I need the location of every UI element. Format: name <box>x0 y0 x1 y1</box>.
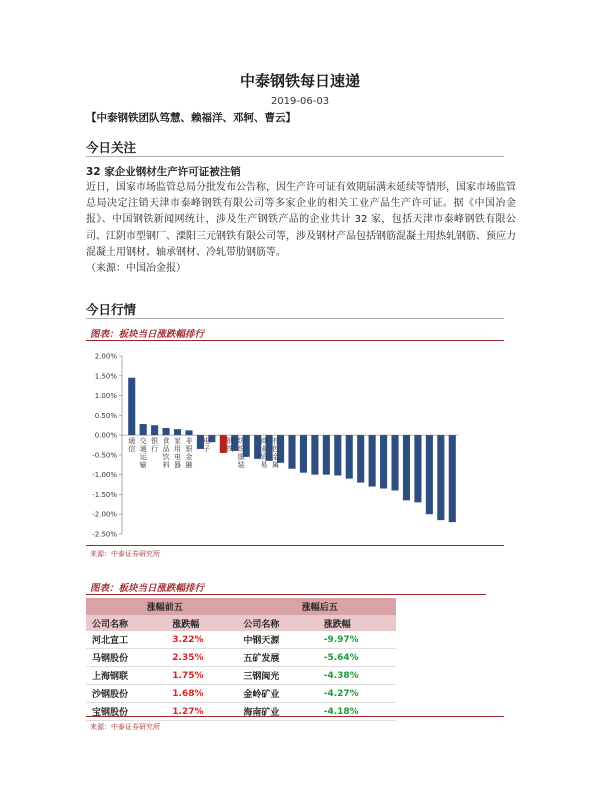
x-tick-label: 商 <box>260 437 268 446</box>
x-tick-label: 非 <box>185 437 193 446</box>
bar <box>346 435 353 479</box>
y-tick-label: -1.50% <box>92 490 117 499</box>
up-company: 河北宣工 <box>86 631 166 649</box>
y-tick-label: -2.00% <box>92 510 117 519</box>
news-body: 近日，国家市场监管总局分批发布公告称，因生产许可证有效期届满未延续等情形，国家市场监管总局决定注销天津市泰峰钢铁有限公司等多家企业的相关工业产品生产许可证。据《中国冶金报》、中国钢铁新闻网统计，涉及生产钢铁产品的企业共计 32 家，包括天津市泰峰钢铁有限公司、江阴市型钢厂、溧阳三元钢铁有限公司等，涉及钢材产品包括钢筋混凝土用热轧钢筋、预应力混凝土用钢材、轴承钢材、冷轧带肋钢筋等。 <box>86 182 516 258</box>
col-company-header: 公司名称 <box>237 615 317 631</box>
down-company: 中钢天源 <box>237 631 317 649</box>
table-row <box>86 667 396 685</box>
x-tick-label: 织 <box>237 445 245 454</box>
figure2-caption: 图表：板块当日涨跌幅排行 <box>90 583 205 594</box>
down-change: -4.27% <box>318 685 396 703</box>
down-company: 海南矿业 <box>237 703 317 721</box>
col-change-header: 涨跌幅 <box>318 615 396 631</box>
x-tick-label: 子 <box>203 445 211 454</box>
section-market-heading: 今日行情 <box>86 302 137 317</box>
authors-line: 【中泰钢铁团队笃慧、赖福洋、邓轲、曹云】 <box>86 112 296 124</box>
x-tick-label: 料 <box>162 461 170 470</box>
section-divider <box>86 156 504 157</box>
x-tick-label: 品 <box>162 445 170 454</box>
up-company: 沙钢股份 <box>86 685 166 703</box>
up-change: 2.35% <box>166 649 237 667</box>
x-tick-label: 信 <box>128 445 136 454</box>
x-tick-label: 电 <box>203 437 211 446</box>
bar <box>369 435 376 486</box>
down-change: -4.18% <box>318 703 396 721</box>
up-change: 1.68% <box>166 685 237 703</box>
bar <box>174 429 181 435</box>
x-tick-label: 业 <box>260 445 268 454</box>
up-change: 1.27% <box>166 703 237 721</box>
up-company: 上海钢联 <box>86 667 166 685</box>
figure2-bottom-rule <box>86 716 504 717</box>
x-tick-label: 有 <box>271 437 279 446</box>
down-company: 金岭矿业 <box>237 685 317 703</box>
up-change: 3.22% <box>166 631 237 649</box>
x-tick-label: 银 <box>185 445 193 454</box>
rank-table <box>86 598 396 721</box>
bar <box>140 424 147 435</box>
x-tick-label: 用 <box>174 445 182 454</box>
bar <box>323 435 330 475</box>
x-tick-label: 通 <box>128 437 136 446</box>
bar <box>414 435 421 502</box>
report-title: 中泰钢铁每日速递 <box>239 72 360 90</box>
section-divider <box>86 318 504 319</box>
bar <box>300 435 307 473</box>
bar <box>357 435 364 482</box>
x-tick-label: 家 <box>174 437 182 446</box>
bar <box>151 425 158 435</box>
down-change: -5.64% <box>318 649 396 667</box>
x-tick-label: 运 <box>139 453 147 462</box>
bar <box>163 428 170 435</box>
x-tick-label: 装 <box>237 461 245 470</box>
figure1-source: 来源：中泰证券研究所 <box>90 550 160 558</box>
x-tick-label: 金 <box>185 453 193 462</box>
table-row <box>86 631 396 649</box>
x-tick-label: 电 <box>174 453 182 462</box>
x-tick-label: 贸 <box>260 453 268 462</box>
bar <box>426 435 433 514</box>
figure1-bottom-rule <box>86 545 504 546</box>
table-row <box>86 703 396 721</box>
x-tick-label: 行 <box>151 445 159 454</box>
bar <box>391 435 398 490</box>
report-date: 2019-06-03 <box>270 96 330 107</box>
y-tick-label: 2.00% <box>94 352 117 361</box>
x-tick-label: 输 <box>139 461 147 470</box>
x-tick-label: 服 <box>237 453 245 462</box>
section-today-heading: 今日关注 <box>86 140 137 155</box>
bar <box>380 435 387 488</box>
x-tick-label: 融 <box>185 461 193 470</box>
bar <box>185 430 192 435</box>
bar <box>334 435 341 475</box>
x-tick-label: 银 <box>151 437 159 446</box>
group-up-header: 涨幅前五 <box>86 598 237 615</box>
news-title: 32 家企业钢材生产许可证被注销 <box>86 166 241 178</box>
y-tick-label: 1.50% <box>94 372 117 381</box>
y-tick-label: 0.00% <box>94 431 117 440</box>
x-tick-label: 饮 <box>162 453 170 462</box>
up-change: 1.75% <box>166 667 237 685</box>
bar <box>311 435 318 475</box>
y-tick-label: 1.00% <box>94 392 117 401</box>
bar <box>403 435 410 500</box>
col-company-header: 公司名称 <box>86 615 166 631</box>
figure1-caption: 图表：板块当日涨跌幅排行 <box>90 329 205 340</box>
down-company: 五矿发展 <box>237 649 317 667</box>
bar <box>288 435 295 469</box>
down-change: -4.38% <box>318 667 396 685</box>
y-tick-label: -1.00% <box>92 471 117 480</box>
y-tick-label: -2.50% <box>92 530 117 539</box>
x-tick-label: 交 <box>139 437 147 446</box>
up-company: 宝钢股份 <box>86 703 166 721</box>
x-tick-label: 通 <box>139 445 147 454</box>
y-tick-label: -0.50% <box>92 451 117 460</box>
bar <box>437 435 444 520</box>
up-company: 马钢股份 <box>86 649 166 667</box>
news-source: （来源：中国冶金报） <box>86 263 186 274</box>
down-company: 三钢闽光 <box>237 667 317 685</box>
col-change-header: 涨跌幅 <box>166 615 237 631</box>
x-tick-label: 食 <box>162 437 170 446</box>
x-tick-label: 金 <box>271 453 279 462</box>
group-down-header: 涨幅后五 <box>237 598 396 615</box>
figure2-top-rule <box>86 594 486 595</box>
x-tick-label: 易 <box>260 461 268 470</box>
x-tick-label: 纺 <box>237 437 245 446</box>
x-tick-label: 器 <box>174 461 182 470</box>
bar <box>128 378 135 435</box>
sector-change-bar-chart <box>86 344 466 544</box>
figure1-top-rule <box>86 340 504 341</box>
x-tick-label: 钢 <box>226 437 234 446</box>
table-row <box>86 649 396 667</box>
table-row <box>86 685 396 703</box>
x-tick-label: 属 <box>271 461 279 470</box>
x-tick-label: 铁 <box>226 445 234 454</box>
y-tick-label: 0.50% <box>94 411 117 420</box>
figure2-source: 来源：中泰证券研究所 <box>90 723 160 731</box>
down-change: -9.97% <box>318 631 396 649</box>
bar <box>449 435 456 522</box>
x-tick-label: 色 <box>271 445 279 454</box>
